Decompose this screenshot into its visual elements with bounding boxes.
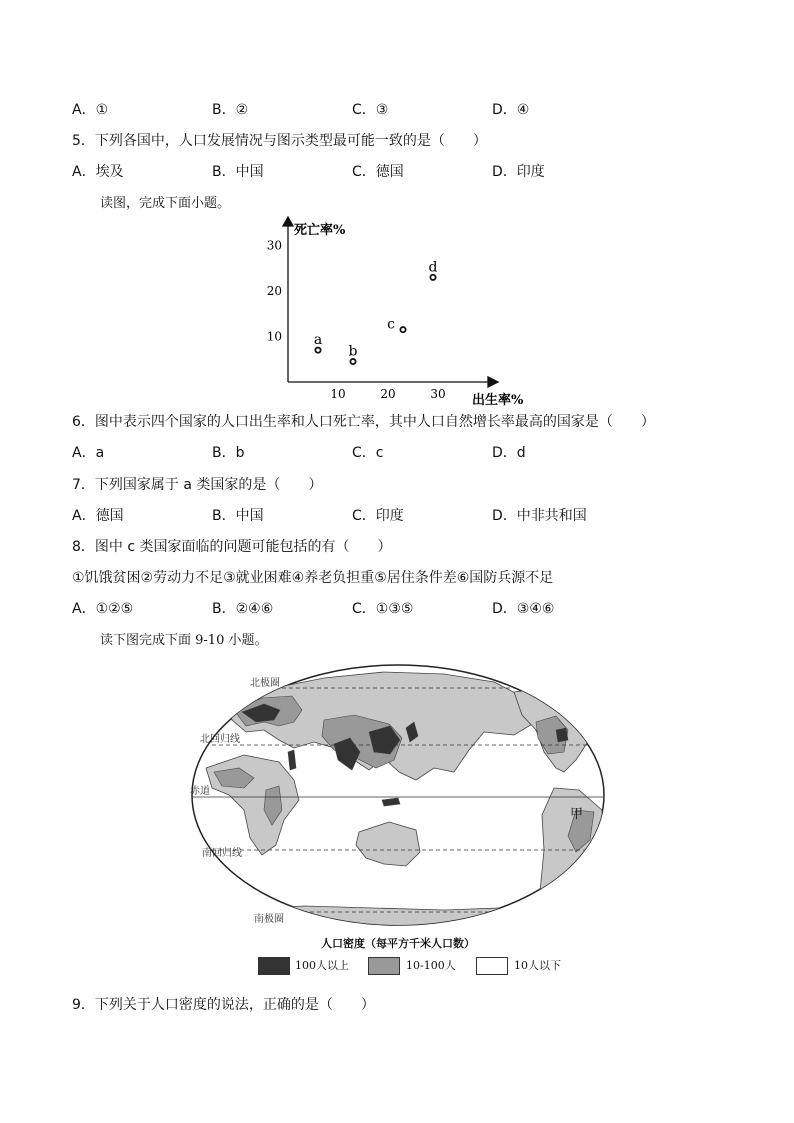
q7-option-a[interactable]: A．德国: [72, 508, 124, 524]
antarctic-circle-label: 南极圈: [254, 914, 284, 925]
place-label-jia: 甲: [570, 807, 584, 822]
q5-option-d[interactable]: D．印度: [492, 164, 545, 180]
land-greenland: [579, 666, 608, 694]
q5-stem: 5．下列各国中，人口发展情况与图示类型最可能一致的是（ ）: [72, 133, 487, 149]
y-tick-label: 20: [266, 284, 282, 298]
q8-option-d[interactable]: D．③④⑥: [492, 601, 555, 617]
legend-title: 人口密度（每平方千米人口数）: [321, 937, 475, 950]
equator-label: 赤道: [190, 786, 210, 797]
q5-option-c[interactable]: C．德国: [352, 164, 404, 180]
population-density-map: [184, 660, 612, 930]
data-point-d: [430, 275, 435, 280]
legend-swatch-low: [476, 957, 508, 975]
q7-options: [72, 506, 712, 526]
q8-options: [72, 599, 712, 619]
q9-stem: 9．下列关于人口密度的说法，正确的是（ ）: [72, 997, 375, 1013]
q5-option-b[interactable]: B．中国: [212, 164, 264, 180]
q5-options: [72, 162, 712, 182]
q7-stem: 7．下列国家属于 a 类国家的是（ ）: [72, 477, 323, 493]
legend-label-high: 100人以上: [295, 959, 349, 972]
x-tick-label: 20: [380, 387, 396, 401]
data-point-a: [315, 348, 320, 353]
q6-option-a[interactable]: A．a: [72, 445, 105, 461]
q4-option-b[interactable]: B．②: [212, 102, 249, 118]
q6-options: [72, 443, 712, 463]
x-axis-arrow: [488, 377, 498, 387]
q7-option-d[interactable]: D．中非共和国: [492, 508, 587, 524]
birth-death-rate-chart: [262, 216, 542, 408]
data-point-c: [400, 327, 405, 332]
q6-option-c[interactable]: C．c: [352, 445, 384, 461]
q4-option-a[interactable]: A．①: [72, 102, 109, 118]
y-axis-label: 死亡率%: [294, 223, 346, 238]
arctic-circle-label: 北极圈: [250, 678, 280, 689]
q6-option-b[interactable]: B．b: [212, 445, 245, 461]
legend-label-low: 10人以下: [514, 959, 561, 972]
q6-option-d[interactable]: D．d: [492, 445, 526, 461]
map-legend: [258, 935, 578, 979]
y-tick-label: 10: [266, 329, 282, 344]
point-label-b: b: [348, 343, 358, 360]
q8-items: ①饥饿贫困②劳动力不足③就业困难④养老负担重⑤居住条件差⑥国防兵源不足: [72, 570, 554, 586]
legend-swatch-high: [258, 957, 290, 975]
q8-option-a[interactable]: A．①②⑤: [72, 601, 134, 617]
y-tick-label: 30: [266, 238, 282, 253]
data-point-b: [350, 359, 355, 364]
q4-option-c[interactable]: C．③: [352, 102, 389, 118]
q4-options: [72, 100, 712, 120]
x-tick-label: 30: [430, 387, 446, 401]
q5-option-a[interactable]: A．埃及: [72, 164, 124, 180]
q8-option-b[interactable]: B．②④⑥: [212, 601, 274, 617]
legend-label-medium: 10-100人: [406, 959, 456, 972]
q8-option-c[interactable]: C．①③⑤: [352, 601, 414, 617]
legend-swatch-medium: [368, 957, 400, 975]
x-tick-label: 10: [330, 387, 346, 401]
tropic-capricorn-label: 南回归线: [202, 848, 242, 859]
point-label-d: d: [428, 259, 438, 276]
q6-stem: 6．图中表示四个国家的人口出生率和人口死亡率，其中人口自然增长率最高的国家是（ ）: [72, 414, 655, 430]
point-label-c: c: [387, 316, 395, 333]
y-axis-arrow: [283, 217, 293, 226]
x-axis-label: 出生率%: [472, 393, 524, 408]
chart-intro: 读图，完成下面小题。: [100, 196, 231, 211]
tropic-cancer-label: 北回归线: [200, 734, 240, 745]
q7-option-c[interactable]: C．印度: [352, 508, 404, 524]
q8-stem: 8．图中 c 类国家面临的问题可能包括的有（ ）: [72, 539, 392, 555]
map-intro: 读下图完成下面 9-10 小题。: [100, 633, 268, 648]
density-high-us-northeast: [556, 728, 568, 742]
point-label-a: a: [313, 332, 323, 349]
q4-option-d[interactable]: D．④: [492, 102, 530, 118]
q7-option-b[interactable]: B．中国: [212, 508, 264, 524]
